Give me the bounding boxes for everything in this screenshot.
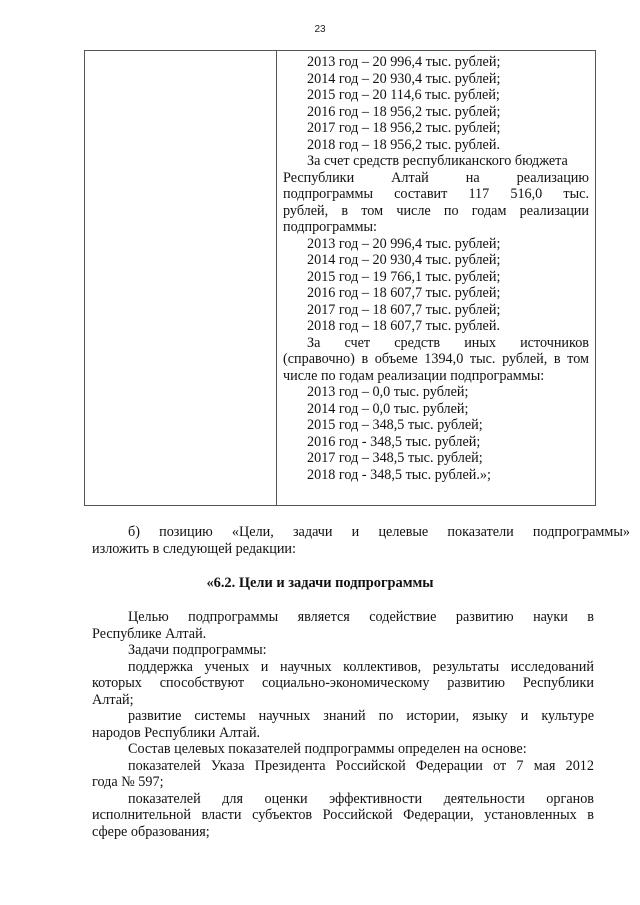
table-line: (справочно) в объеме 1394,0 тыс. рублей, в том <box>283 351 589 367</box>
table-line: 2016 год - 348,5 тыс. рублей; <box>307 433 481 450</box>
body-line: года № 597; <box>92 774 164 790</box>
body-line: развитие системы научных знаний по истории, языку и культуре <box>128 708 594 724</box>
body-line: исполнительной власти субъектов Российской Федерации, установленных в <box>92 807 594 823</box>
body-line: Алтай; <box>92 691 134 708</box>
table-line: 2017 год – 348,5 тыс. рублей; <box>307 450 483 466</box>
table-line: За счет средств республиканского бюджета <box>307 153 568 169</box>
body-line: Республике Алтай. <box>92 625 207 642</box>
table-line: 2017 год – 18 607,7 тыс. рублей; <box>307 301 501 318</box>
table-line: 2015 год – 20 114,6 тыс. рублей; <box>307 87 500 103</box>
table-column-divider <box>276 51 277 505</box>
table-line: 2016 год – 18 607,7 тыс. рублей; <box>307 285 501 301</box>
body-line: сфере образования; <box>92 823 210 840</box>
body-line: показателей для оценки эффективности деятельности органов <box>128 790 594 807</box>
table-line: подпрограммы: <box>283 219 377 235</box>
page-number: 23 <box>314 24 326 35</box>
table-line: рублей, в том числе по годам реализации <box>283 202 589 219</box>
table-funding-cell <box>283 54 589 483</box>
table-line: 2014 год – 20 930,4 тыс. рублей; <box>307 70 501 87</box>
table-line: 2018 год – 18 607,7 тыс. рублей. <box>307 318 500 334</box>
body-line: которых способствуют социально-экономическому развитию Республики <box>92 675 594 691</box>
table-line: За счет средств иных источников <box>307 334 589 351</box>
funding-table <box>84 50 596 506</box>
body-line: показателей Указа Президента Российской Федерации от 7 мая 2012 <box>128 757 594 774</box>
body-line: Целью подпрограммы является содействие развитию науки в <box>128 609 594 625</box>
table-line: 2013 год – 0,0 тыс. рублей; <box>307 384 469 400</box>
table-line: 2018 год - 348,5 тыс. рублей.»; <box>307 466 491 483</box>
table-line: 2018 год – 18 956,2 тыс. рублей. <box>307 136 500 153</box>
table-line: 2016 год – 18 956,2 тыс. рублей; <box>307 103 501 120</box>
body-line: Задачи подпрограммы: <box>128 642 267 658</box>
table-line: подпрограммы составит 117 516,0 тыс. <box>283 186 589 202</box>
table-line: 2013 год – 20 996,4 тыс. рублей; <box>307 54 501 70</box>
body-line: Состав целевых показателей подпрограммы определен на основе: <box>128 741 527 757</box>
table-line: 2017 год – 18 956,2 тыс. рублей; <box>307 120 501 136</box>
intro-line-1: б) позицию «Цели, задачи и целевые показатели подпрограммы» <box>128 524 630 540</box>
table-line: 2015 год – 348,5 тыс. рублей; <box>307 417 483 433</box>
table-line: Республики Алтай на реализацию <box>283 169 589 186</box>
body-line: народов Республики Алтай. <box>92 724 261 741</box>
table-line: 2013 год – 20 996,4 тыс. рублей; <box>307 235 501 252</box>
table-line: 2014 год – 0,0 тыс. рублей; <box>307 400 469 417</box>
table-line: числе по годам реализации подпрограммы: <box>283 367 545 384</box>
table-line: 2015 год – 19 766,1 тыс. рублей; <box>307 268 501 285</box>
body-line: поддержка ученых и научных коллективов, результаты исследований <box>128 658 594 675</box>
section-body <box>92 609 594 840</box>
intro-line-2: изложить в следующей редакции: <box>92 541 296 557</box>
section-title: «6.2. Цели и задачи подпрограммы <box>206 575 434 591</box>
table-line: 2014 год – 20 930,4 тыс. рублей; <box>307 252 501 268</box>
